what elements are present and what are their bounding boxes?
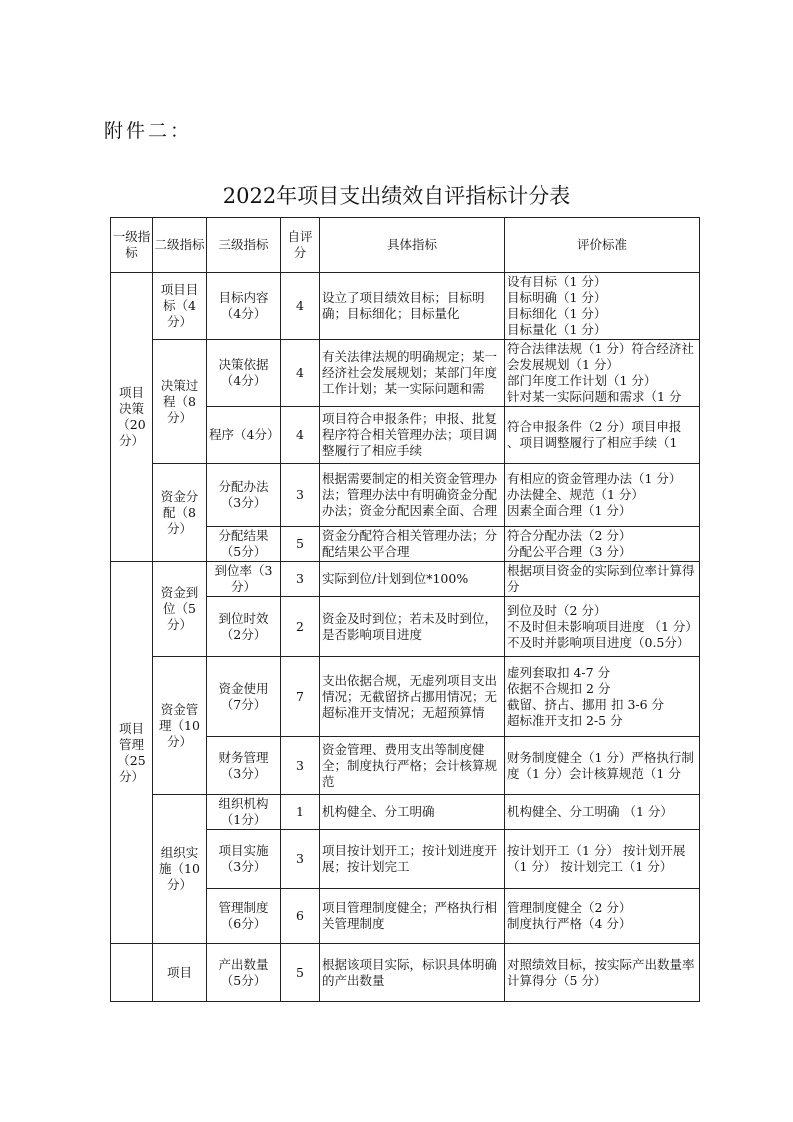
standard-cell: 到位及时（2 分） 不及时但未影响项目进度 （1 分）不及时并影响项目进度（0.5分） bbox=[505, 597, 700, 657]
level3-cell: 目标内容（4分） bbox=[207, 273, 281, 340]
standard-cell: 符合分配办法（2 分） 分配公平合理（3 分） bbox=[505, 527, 700, 562]
level2-cell: 资金分配（8分） bbox=[153, 464, 207, 562]
level2-cell: 项目目标（4分） bbox=[153, 273, 207, 340]
score-cell: 1 bbox=[281, 795, 320, 830]
table-row bbox=[111, 944, 700, 1002]
level3-cell: 到位率（3分） bbox=[207, 562, 281, 597]
standard-cell: 根据项目资金的实际到位率计算得分 bbox=[505, 562, 700, 597]
score-cell: 4 bbox=[281, 273, 320, 340]
score-cell: 5 bbox=[281, 527, 320, 562]
table-row bbox=[111, 795, 700, 830]
header-cell: 评价标准 bbox=[505, 218, 700, 273]
indicator-cell: 有关法律法规的明确规定；某一经济社会发展规划；某部门年度工作计划；某一实际问题和需 bbox=[320, 340, 505, 407]
score-cell: 2 bbox=[281, 597, 320, 657]
level3-cell: 组织机构（1分） bbox=[207, 795, 281, 830]
score-cell: 3 bbox=[281, 737, 320, 795]
level1-cell: 项目管理（25分） bbox=[111, 562, 153, 944]
level2-cell: 组织实施（10分） bbox=[153, 795, 207, 944]
standard-cell: 对照绩效目标，按实际产出数量率计算得分（5 分） bbox=[505, 944, 700, 1002]
level3-cell: 管理制度（6分） bbox=[207, 889, 281, 944]
attachment-label: 附件二： bbox=[104, 120, 193, 142]
level3-cell: 项目实施（3分） bbox=[207, 830, 281, 889]
indicator-cell: 项目符合申报条件；申报、批复程序符合相关管理办法；项目调整履行了相应手续 bbox=[320, 407, 505, 464]
standard-cell: 财务制度健全（1 分）严格执行制度（1 分）会计核算规范（1 分 bbox=[505, 737, 700, 795]
header-cell: 一级指标 bbox=[111, 218, 153, 273]
score-table bbox=[110, 217, 700, 1002]
standard-cell: 按计划开工（1 分） 按计划开展（1 分） 按计划完工（1 分） bbox=[505, 830, 700, 889]
header-cell: 具体指标 bbox=[320, 218, 505, 273]
header-cell: 三级指标 bbox=[207, 218, 281, 273]
indicator-cell: 实际到位/计划到位*100% bbox=[320, 562, 505, 597]
score-cell: 4 bbox=[281, 407, 320, 464]
level3-cell: 分配办法（3分） bbox=[207, 464, 281, 527]
level3-cell: 分配结果（5分） bbox=[207, 527, 281, 562]
table-row bbox=[111, 562, 700, 597]
standard-cell: 管理制度健全（2 分） 制度执行严格（4 分） bbox=[505, 889, 700, 944]
level1-cell: 项目决策（20分） bbox=[111, 273, 153, 562]
indicator-cell: 设立了项目绩效目标；目标明确；目标细化；目标量化 bbox=[320, 273, 505, 340]
standard-cell: 机构健全、分工明确 （1 分） bbox=[505, 795, 700, 830]
level3-cell: 程序（4分） bbox=[207, 407, 281, 464]
level3-cell: 到位时效（2分） bbox=[207, 597, 281, 657]
header-cell: 二级指标 bbox=[153, 218, 207, 273]
standard-cell: 虚列套取扣 4-7 分 依据不合规扣 2 分 截留、挤占、挪用 扣 3-6 分 超标准开支扣 2-5 分 bbox=[505, 657, 700, 737]
level3-cell: 产出数量（5分） bbox=[207, 944, 281, 1002]
score-cell: 7 bbox=[281, 657, 320, 737]
level3-cell: 决策依据（4分） bbox=[207, 340, 281, 407]
page-title: 2022年项目支出绩效自评指标计分表 bbox=[222, 184, 571, 208]
score-cell: 3 bbox=[281, 562, 320, 597]
level3-cell: 资金使用（7分） bbox=[207, 657, 281, 737]
indicator-cell: 机构健全、分工明确 bbox=[320, 795, 505, 830]
header-cell: 自评分 bbox=[281, 218, 320, 273]
score-cell: 6 bbox=[281, 889, 320, 944]
standard-cell: 有相应的资金管理办法（1 分） 办法健全、规范（1 分） 因素全面合理（1 分） bbox=[505, 464, 700, 527]
standard-cell: 符合申报条件（2 分）项目申报 、项目调整履行了相应手续（1 bbox=[505, 407, 700, 464]
level2-cell: 项目 bbox=[153, 944, 207, 1002]
level1-cell bbox=[111, 944, 153, 1002]
level2-cell: 资金到位（5分） bbox=[153, 562, 207, 657]
score-cell: 3 bbox=[281, 830, 320, 889]
table-row bbox=[111, 273, 700, 340]
indicator-cell: 资金管理、费用支出等制度健全；制度执行严格；会计核算规范 bbox=[320, 737, 505, 795]
indicator-cell: 支出依据合规，无虚列项目支出情况；无截留挤占挪用情况；无超标准开支情况；无超预算情 bbox=[320, 657, 505, 737]
standard-cell: 符合法律法规（1 分）符合经济社会发展规划（1 分） 部门年度工作计划（1 分） 针对某一实际问题和需求（1 分 bbox=[505, 340, 700, 407]
indicator-cell: 根据该项目实际，标识具体明确的产出数量 bbox=[320, 944, 505, 1002]
table-row bbox=[111, 657, 700, 737]
level2-cell: 资金管理（10分） bbox=[153, 657, 207, 795]
standard-cell: 设有目标（1 分） 目标明确（1 分） 目标细化（1 分） 目标量化（1 分） bbox=[505, 273, 700, 340]
score-cell: 4 bbox=[281, 340, 320, 407]
table-header-row bbox=[111, 218, 700, 273]
indicator-cell: 资金分配符合相关管理办法；分配结果公平合理 bbox=[320, 527, 505, 562]
indicator-cell: 项目按计划开工；按计划进度开展；按计划完工 bbox=[320, 830, 505, 889]
level3-cell: 财务管理（3分） bbox=[207, 737, 281, 795]
table-row bbox=[111, 464, 700, 527]
level2-cell: 决策过程（8分） bbox=[153, 340, 207, 464]
indicator-cell: 资金及时到位；若未及时到位，是否影响项目进度 bbox=[320, 597, 505, 657]
indicator-cell: 项目管理制度健全；严格执行相关管理制度 bbox=[320, 889, 505, 944]
score-cell: 5 bbox=[281, 944, 320, 1002]
table-row bbox=[111, 340, 700, 407]
score-cell: 3 bbox=[281, 464, 320, 527]
indicator-cell: 根据需要制定的相关资金管理办法；管理办法中有明确资金分配办法；资金分配因素全面、合理 bbox=[320, 464, 505, 527]
